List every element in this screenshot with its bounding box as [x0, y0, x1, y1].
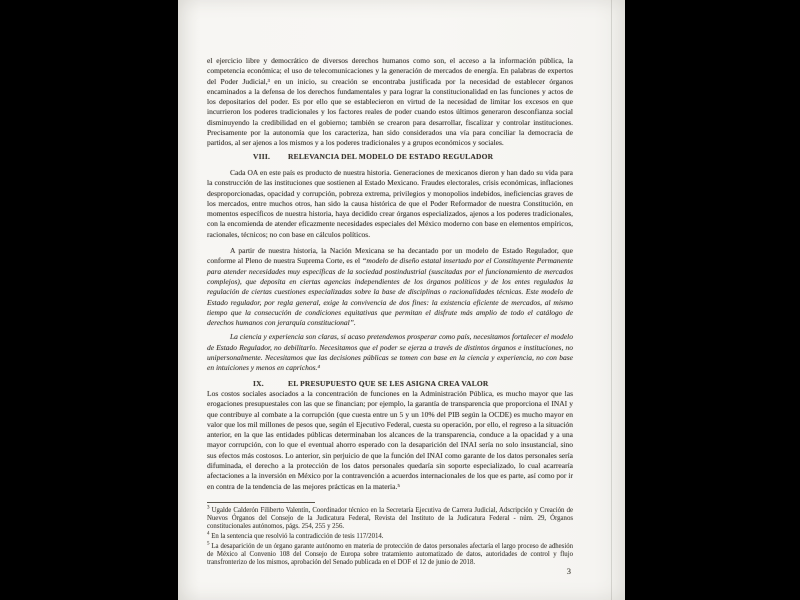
paragraph-modelo-regulador: [207, 246, 573, 328]
footnote-3: [207, 507, 573, 532]
footnotes-area: [207, 502, 573, 569]
section-ix-title: EL PRESUPUESTO QUE SE LES ASIGNA CREA VALOR: [288, 378, 489, 388]
suprema-corte-quote: “modelo de diseño estatal insertado por el Constituyente Permanente para atender necesidades muy específicas de la sociedad postindustrial (suscitadas por el funcionamiento de mercados complejos), que deposita en ciertas agencias independientes de los órganos políticos y de los entes regulados la regulación de ciertas cuestiones especializadas sobre la base de disciplinas o racionalidades técnicas. Este modelo de Estado regulador, por regla general, exige la convivencia de dos fines: la existencia eficiente de mercados, al mismo tiempo que la consecución de condiciones equitativas que permitan el disfrute más amplio de todo el catálogo de derechos humanos con jerarquía constitucional”.: [207, 256, 573, 328]
scan-crease-line: [611, 0, 612, 600]
section-viii-title: RELEVANCIA DEL MODELO DE ESTADO REGULADOR: [288, 151, 494, 161]
footnote-3-text: Ugalde Calderón Filiberto Valentín, Coordinador técnico en la Secretaría Ejecutiva de Carrera Judicial, Adscripción y Creación de Nuevos Órganos del Consejo de la Judicatura Federal, Revista del Instituto de la Judicatura Federal - núm. 29, Órganos constitucionales autónomos, págs. 254, 255 y 256.: [207, 507, 573, 531]
page-body: [207, 56, 573, 492]
section-ix-number: IX.: [253, 378, 264, 388]
footnote-5-text: La desaparición de un órgano garante autónomo en materia de protección de datos personales afectaría el largo proceso de adhesión de México al Convenio 108 del Consejo de Europa sobre tratamiento automatizado de datos, autoridades de control y flujo transfronterizo de los mismos, aprobación del Senado publicada en el DOF el 12 de junio de 2018.: [207, 542, 574, 567]
paragraph-costos: Los costos sociales asociados a la concentración de funciones en la Administración Pública, es mucho mayor que las erogaciones presupuestales con las que se financian; por ejemplo, la garantía de transparencia que proporciona el INAI y que contribuye al combate a la corrupción (que cuesta entre un 5 y un 10% del PIB según la OCDE) es mucho mayor en valor que los mil millones de pesos que, según el Ejecutivo Federal, cuesta su operación, por ello, el regreso a la situación anterior, en la que las entidades públicas determinaban los alcances de la transparencia, conduce a la opacidad y a una mayor corrupción, con lo que el eventual ahorro esperado con la desaparición del INAI sería no solo insustancial, sino sus efectos más costosos. Lo anterior, sin perjuicio de que la función del INAI como garante de los datos personales sería difuminada, el derecho a la protección de los datos personales quedaría sin soporte especializado, lo cual acarrearía afectaciones a la inversión en México por la contravención a acuerdos internacionales de los que es parte, así como por ir en contra de la tendencia de las mejores prácticas en la materia.⁵: [207, 388, 573, 491]
paragraph-ciencia: La ciencia y experiencia son claras, si acaso pretendemos prosperar como país, necesitamos fortalecer el modelo de Estado Regulador, no debilitarlo. Necesitamos que el poder se ejerza a través de distintos órganos e instituciones, no unipersonalmente. Necesitamos que las decisiones públicas se tomen con base en la ciencia y experiencia, no con base en intuiciones y menos en caprichos.⁴: [207, 332, 573, 373]
quote-lead-in: A partir de nuestra historia, la Nación Mexicana se ha decantado por un modelo de Estado Regulador, que conforme al Pleno de nuestra Suprema Corte, es el: [207, 246, 573, 266]
section-heading-viii: [207, 152, 573, 162]
footnote-5-marker: 5: [207, 541, 210, 547]
section-viii-number: VIII.: [253, 151, 271, 161]
paragraph-historia: Cada OA en este país es producto de nuestra historia. Generaciones de mexicanos dieron y han dado su vida para la construcción de las instituciones que sostienen al Estado Mexicano. Fraudes electorales, crisis económicas, inflaciones desproporcionadas, opacidad y corrupción, pobreza extrema, privilegios y monopolios indebidos, ineficiencias graves de los mercados, entre muchos otros, han sido la causa histórica de que el Poder Reformador de nuestra Constitución, en momentos específicos de nuestra historia, haya decidido crear órganos especializados, ajenos a los poderes tradicionales, con la encomienda de atender eficazmente necesidades especiales del México moderno con base en elementos empíricos, racionales, técnicos; no con base en cálculos políticos.: [207, 167, 573, 239]
footnote-4-text: En la sentencia que resolvió la contradicción de tesis 117/2014.: [211, 533, 384, 541]
footnote-3-marker: 3: [207, 505, 210, 511]
paragraph-continuation: el ejercicio libre y democrático de diversos derechos humanos como son, el acceso a la información pública, la competencia económica; el uso de telecomunicaciones y la generación de mercados de energía. En palabras de expertos del Poder Judicial,³ en un inicio, su creación se encontraba justificada por la necesidad de establecer órganos encaminados a la defensa de los derechos fundamentales y para lograr la constitucionalidad en las funciones y actos de los depositarios del poder. Es por ello que se establecieron en virtud de la necesidad de limitar los excesos en que incurrieron los poderes tradicionales y los factores reales de poder cuando estos últimos generaron desconfianza social disminuyendo la credibilidad en el gobierno; también se crearon para desarrollar, fiscalizar y controlar instituciones. Precisamente por la autonomía que los caracteriza, han sido considerados una vía para conciliar la democracia de partidos, al ser ajenos a los mismos y a los poderes tradicionales y a grupos económicos y sociales.: [207, 56, 573, 148]
footnote-5: [207, 543, 573, 568]
section-heading-ix: [207, 379, 573, 389]
footnote-4-marker: 4: [207, 531, 210, 537]
footnote-separator: [207, 502, 315, 503]
page-number: 3: [566, 566, 571, 576]
footnote-4: [207, 533, 573, 541]
document-page: [178, 0, 625, 600]
